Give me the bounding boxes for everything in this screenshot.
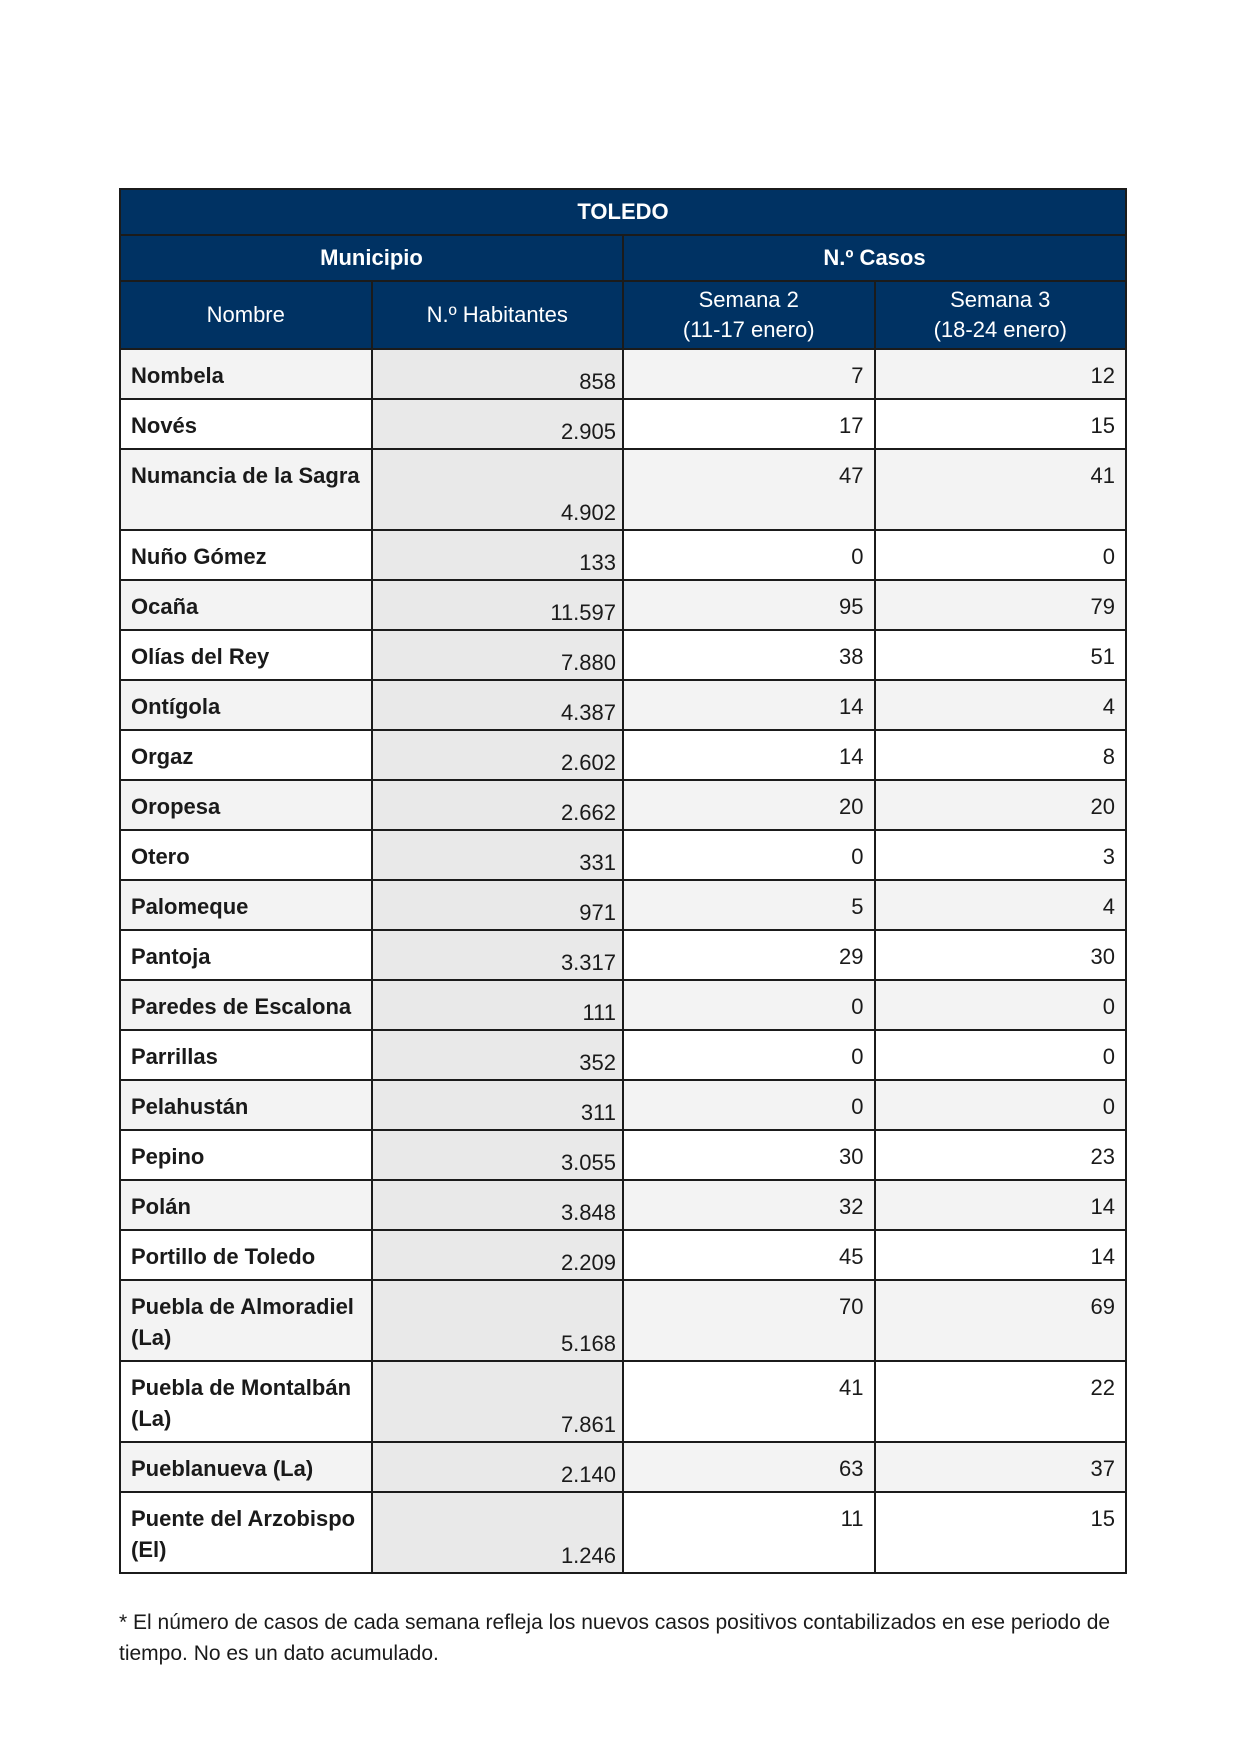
- municipio-name-cell: Pueblanueva (La): [120, 1442, 372, 1492]
- municipio-name-cell: Parrillas: [120, 1030, 372, 1080]
- habitantes-cell: 111: [372, 980, 624, 1030]
- habitantes-cell: 971: [372, 880, 624, 930]
- table-row: [120, 1492, 1126, 1573]
- habitantes-cell: 311: [372, 1080, 624, 1130]
- municipio-name-cell: Nuño Gómez: [120, 530, 372, 580]
- semana2-cases-cell: 0: [623, 830, 875, 880]
- table-row: [120, 349, 1126, 399]
- semana3-dates: (18-24 enero): [933, 317, 1067, 342]
- municipio-name-cell: Puebla de Almoradiel (La): [120, 1280, 372, 1361]
- table-row: [120, 530, 1126, 580]
- municipio-name-cell: Oropesa: [120, 780, 372, 830]
- habitantes-cell: 2.140: [372, 1442, 624, 1492]
- semana2-cases-cell: 14: [623, 680, 875, 730]
- habitantes-cell: 7.880: [372, 630, 624, 680]
- column-header-semana2: [623, 281, 875, 349]
- semana3-cases-cell: 3: [875, 830, 1127, 880]
- municipio-name-cell: Otero: [120, 830, 372, 880]
- habitantes-cell: 2.662: [372, 780, 624, 830]
- semana3-cases-cell: 22: [875, 1361, 1127, 1442]
- municipio-name-cell: Pelahustán: [120, 1080, 372, 1130]
- municipio-name-cell: Pepino: [120, 1130, 372, 1180]
- semana2-cases-cell: 0: [623, 1080, 875, 1130]
- table-row: [120, 680, 1126, 730]
- semana3-cases-cell: 51: [875, 630, 1127, 680]
- semana2-cases-cell: 11: [623, 1492, 875, 1573]
- semana3-cases-cell: 79: [875, 580, 1127, 630]
- habitantes-cell: 331: [372, 830, 624, 880]
- habitantes-cell: 2.905: [372, 399, 624, 449]
- table-row: [120, 980, 1126, 1030]
- habitantes-cell: 2.602: [372, 730, 624, 780]
- municipio-name-cell: Olías del Rey: [120, 630, 372, 680]
- semana2-cases-cell: 7: [623, 349, 875, 399]
- semana3-cases-cell: 0: [875, 980, 1127, 1030]
- semana3-cases-cell: 37: [875, 1442, 1127, 1492]
- semana3-cases-cell: 14: [875, 1180, 1127, 1230]
- column-header-habitantes: N.º Habitantes: [372, 281, 624, 349]
- semana3-cases-cell: 14: [875, 1230, 1127, 1280]
- semana3-cases-cell: 41: [875, 449, 1127, 530]
- semana2-cases-cell: 0: [623, 530, 875, 580]
- cases-table: [119, 188, 1127, 1574]
- semana2-cases-cell: 30: [623, 1130, 875, 1180]
- table-row: [120, 1361, 1126, 1442]
- group-header-municipio: Municipio: [120, 235, 623, 281]
- group-header-casos: N.º Casos: [623, 235, 1126, 281]
- habitantes-cell: 2.209: [372, 1230, 624, 1280]
- semana3-cases-cell: 0: [875, 530, 1127, 580]
- habitantes-cell: 11.597: [372, 580, 624, 630]
- semana2-cases-cell: 63: [623, 1442, 875, 1492]
- table-body: [120, 349, 1126, 1573]
- table-row: [120, 930, 1126, 980]
- municipio-name-cell: Palomeque: [120, 880, 372, 930]
- municipio-name-cell: Paredes de Escalona: [120, 980, 372, 1030]
- semana3-label: Semana 3: [950, 287, 1051, 312]
- table-row: [120, 880, 1126, 930]
- column-header-semana3: [875, 281, 1127, 349]
- table-row: [120, 830, 1126, 880]
- table-row: [120, 1230, 1126, 1280]
- semana3-cases-cell: 4: [875, 680, 1127, 730]
- municipio-name-cell: Portillo de Toledo: [120, 1230, 372, 1280]
- habitantes-cell: 7.861: [372, 1361, 624, 1442]
- semana2-cases-cell: 47: [623, 449, 875, 530]
- semana3-cases-cell: 0: [875, 1030, 1127, 1080]
- table-row: [120, 449, 1126, 530]
- semana3-cases-cell: 23: [875, 1130, 1127, 1180]
- habitantes-cell: 858: [372, 349, 624, 399]
- semana3-cases-cell: 15: [875, 399, 1127, 449]
- semana2-cases-cell: 0: [623, 1030, 875, 1080]
- table-row: [120, 1030, 1126, 1080]
- column-header-nombre: Nombre: [120, 281, 372, 349]
- semana3-cases-cell: 12: [875, 349, 1127, 399]
- table-row: [120, 1442, 1126, 1492]
- semana2-cases-cell: 29: [623, 930, 875, 980]
- municipio-name-cell: Nombela: [120, 349, 372, 399]
- municipio-name-cell: Ontígola: [120, 680, 372, 730]
- semana3-cases-cell: 20: [875, 780, 1127, 830]
- habitantes-cell: 3.317: [372, 930, 624, 980]
- habitantes-cell: 133: [372, 530, 624, 580]
- table-row: [120, 630, 1126, 680]
- habitantes-cell: 5.168: [372, 1280, 624, 1361]
- table-row: [120, 1280, 1126, 1361]
- semana2-cases-cell: 45: [623, 1230, 875, 1280]
- semana3-cases-cell: 69: [875, 1280, 1127, 1361]
- semana2-label: Semana 2: [698, 287, 799, 312]
- habitantes-cell: 3.055: [372, 1130, 624, 1180]
- municipio-name-cell: Pantoja: [120, 930, 372, 980]
- table-title: TOLEDO: [120, 189, 1126, 235]
- table-row: [120, 399, 1126, 449]
- municipio-name-cell: Puente del Arzobispo (El): [120, 1492, 372, 1573]
- semana2-cases-cell: 14: [623, 730, 875, 780]
- habitantes-cell: 352: [372, 1030, 624, 1080]
- table-row: [120, 580, 1126, 630]
- table-row: [120, 1080, 1126, 1130]
- semana3-cases-cell: 15: [875, 1492, 1127, 1573]
- municipio-name-cell: Ocaña: [120, 580, 372, 630]
- habitantes-cell: 4.387: [372, 680, 624, 730]
- semana2-cases-cell: 70: [623, 1280, 875, 1361]
- semana2-cases-cell: 17: [623, 399, 875, 449]
- municipio-name-cell: Orgaz: [120, 730, 372, 780]
- semana2-dates: (11-17 enero): [682, 317, 815, 342]
- semana2-cases-cell: 5: [623, 880, 875, 930]
- semana2-cases-cell: 32: [623, 1180, 875, 1230]
- semana2-cases-cell: 95: [623, 580, 875, 630]
- semana3-cases-cell: 30: [875, 930, 1127, 980]
- municipio-name-cell: Polán: [120, 1180, 372, 1230]
- table-row: [120, 780, 1126, 830]
- semana3-cases-cell: 4: [875, 880, 1127, 930]
- footnote: * El número de casos de cada semana refleja los nuevos casos positivos contabilizados en ese periodo de tiempo. No es un dato acumulado.: [119, 1611, 1111, 1665]
- habitantes-cell: 3.848: [372, 1180, 624, 1230]
- semana2-cases-cell: 41: [623, 1361, 875, 1442]
- table-row: [120, 1180, 1126, 1230]
- table-row: [120, 1130, 1126, 1180]
- municipio-name-cell: Novés: [120, 399, 372, 449]
- municipio-name-cell: Numancia de la Sagra: [120, 449, 372, 530]
- table-row: [120, 730, 1126, 780]
- semana3-cases-cell: 8: [875, 730, 1127, 780]
- semana2-cases-cell: 0: [623, 980, 875, 1030]
- semana3-cases-cell: 0: [875, 1080, 1127, 1130]
- habitantes-cell: 1.246: [372, 1492, 624, 1573]
- semana2-cases-cell: 38: [623, 630, 875, 680]
- municipio-name-cell: Puebla de Montalbán (La): [120, 1361, 372, 1442]
- semana2-cases-cell: 20: [623, 780, 875, 830]
- habitantes-cell: 4.902: [372, 449, 624, 530]
